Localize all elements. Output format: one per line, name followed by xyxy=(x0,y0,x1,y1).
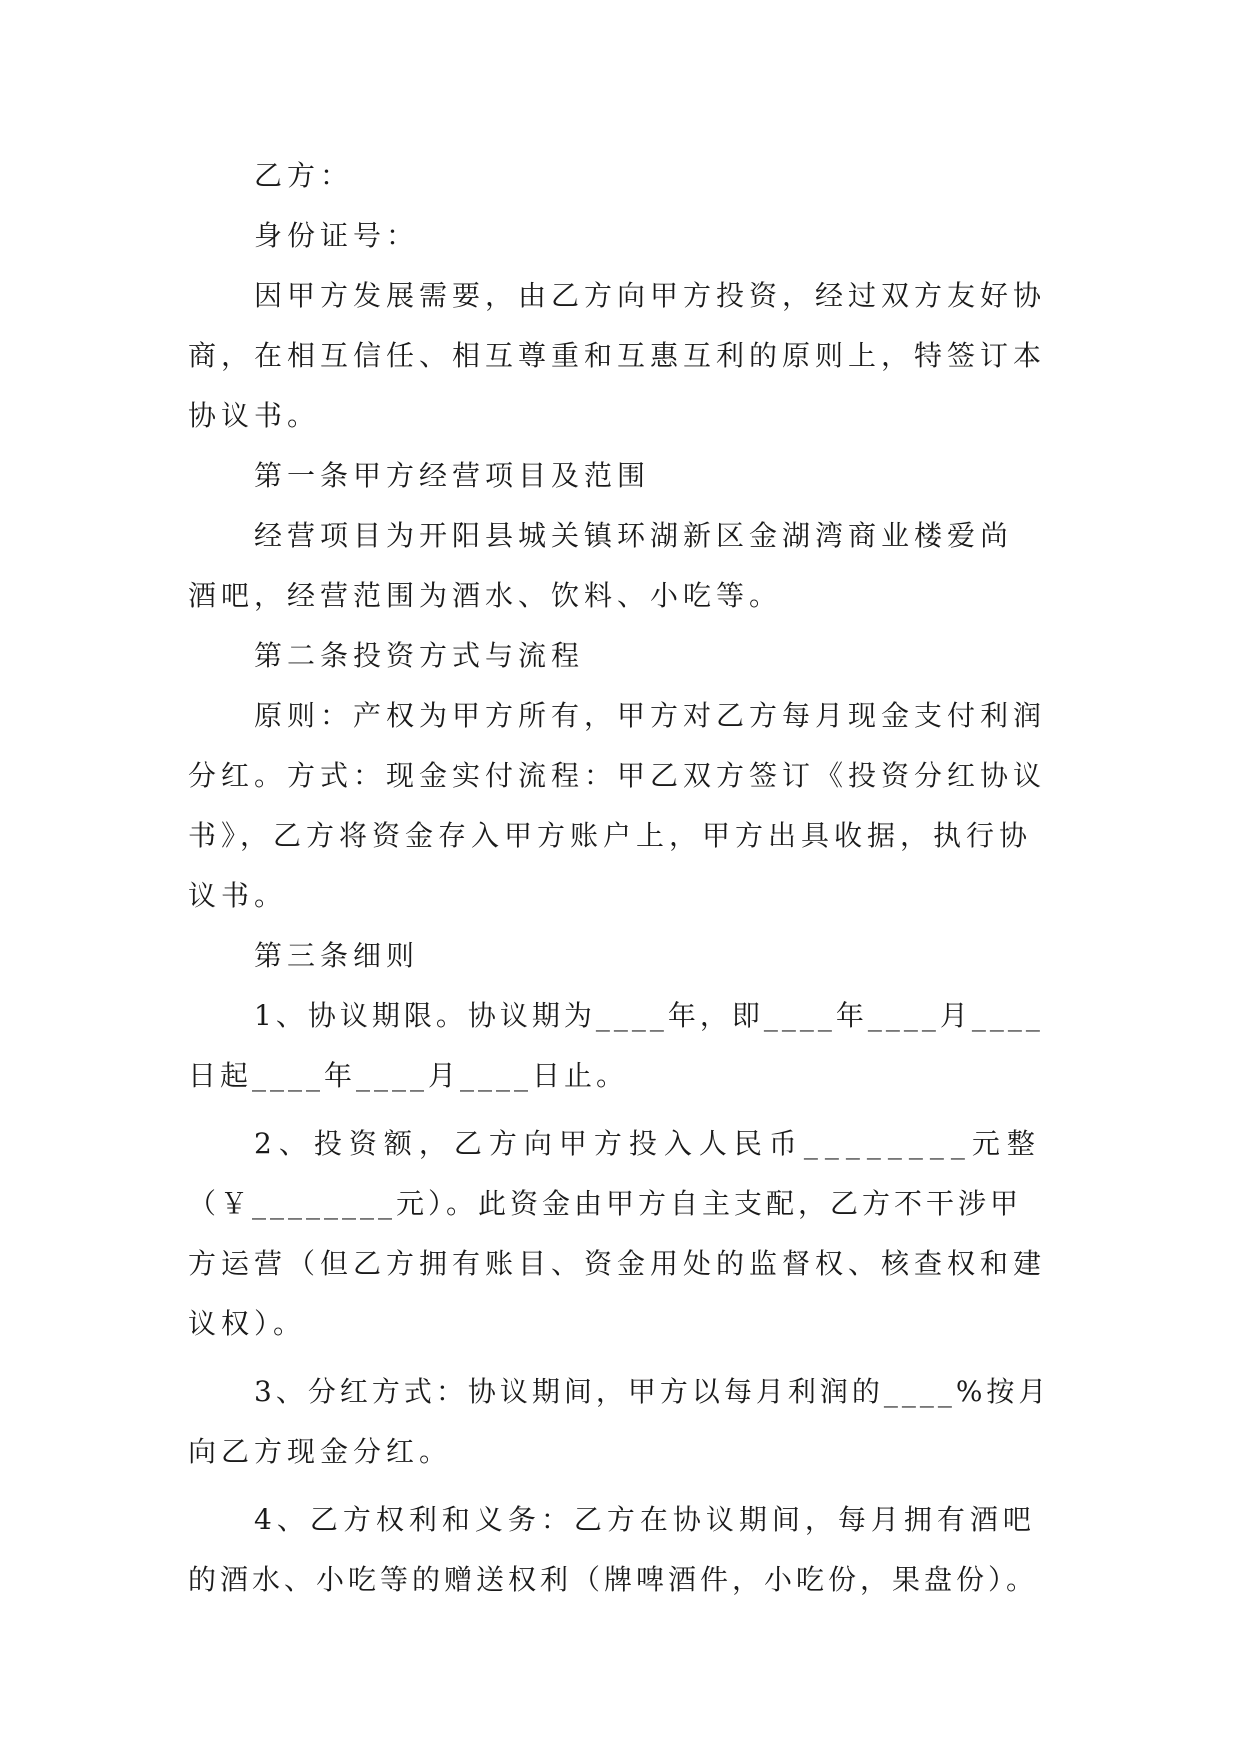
article-1-line-1: 经营项目为开阳县城关镇环湖新区金湖湾商业楼爱尚 xyxy=(254,519,1014,552)
document-body xyxy=(188,159,1051,1624)
article-2-heading: 第二条投资方式与流程 xyxy=(254,639,585,672)
article-2-line-2: 分红。方式：现金实付流程：甲乙双方签订《投资分红协议 xyxy=(188,759,1047,792)
party-b-label: 乙方： xyxy=(254,159,354,192)
clause-2-line-2: （￥________元）。此资金由甲方自主支配，乙方不干涉甲 xyxy=(188,1187,1023,1220)
clause-3-line-1: 3、分红方式：协议期间，甲方以每月利润的____%按月 xyxy=(254,1375,1051,1408)
article-2-line-1: 原则：产权为甲方所有，甲方对乙方每月现金支付利润 xyxy=(254,699,1047,732)
clause-1-line-2: 日起____年____月____日止。 xyxy=(188,1059,629,1092)
preamble-line-2: 商，在相互信任、相互尊重和互惠互利的原则上，特签订本 xyxy=(188,339,1047,372)
clause-2-line-1: 2、投资额，乙方向甲方投入人民币________元整 xyxy=(254,1127,1042,1160)
clause-1-line-1: 1、协议期限。协议期为____年，即____年____月____ xyxy=(254,999,1044,1032)
clause-4-line-1: 4、乙方权利和义务：乙方在协议期间，每月拥有酒吧 xyxy=(254,1503,1036,1536)
clause-2-line-4: 议权）。 xyxy=(188,1307,307,1340)
article-1-line-2: 酒吧，经营范围为酒水、饮料、小吃等。 xyxy=(188,579,783,612)
clause-2-line-3: 方运营（但乙方拥有账目、资金用处的监督权、核查权和建 xyxy=(188,1247,1047,1280)
clause-3-line-2: 向乙方现金分红。 xyxy=(188,1435,453,1468)
id-number-label: 身份证号： xyxy=(254,219,420,252)
preamble-line-1: 因甲方发展需要，由乙方向甲方投资，经过双方友好协 xyxy=(254,279,1047,312)
clause-4-line-2: 的酒水、小吃等的赠送权利（牌啤酒件，小吃份，果盘份）。 xyxy=(188,1563,1039,1596)
article-2-line-3: 书》，乙方将资金存入甲方账户上，甲方出具收据，执行协 xyxy=(188,819,1033,852)
article-3-heading: 第三条细则 xyxy=(254,939,420,972)
article-2-line-4: 议书。 xyxy=(188,879,288,912)
preamble-line-3: 协议书。 xyxy=(188,399,321,432)
article-1-heading: 第一条甲方经营项目及范围 xyxy=(254,459,651,492)
